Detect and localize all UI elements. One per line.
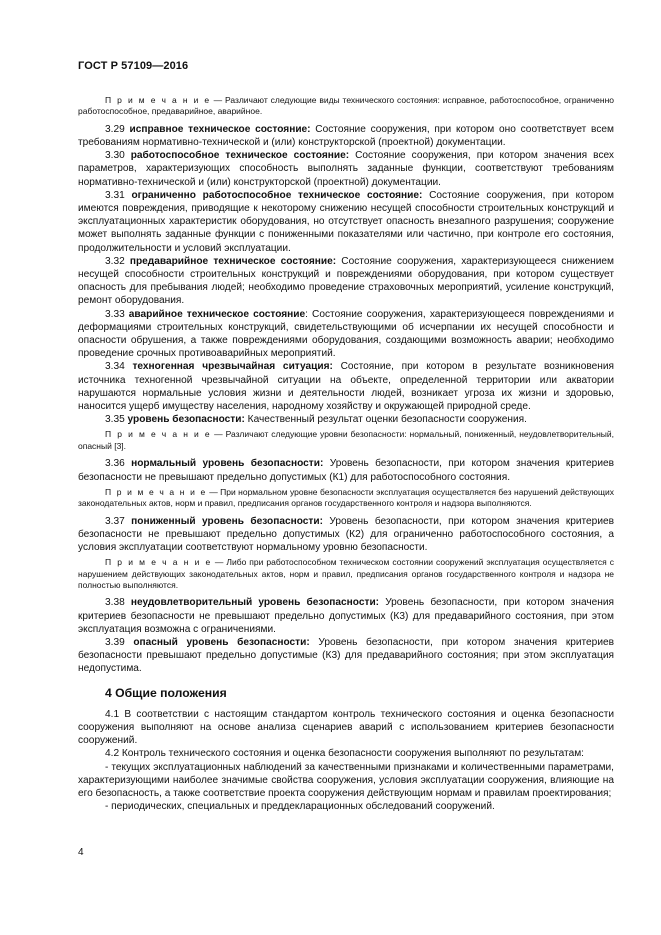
term-3-35: 3.35 уровень безопасности: Качественный результат оценки безопасности сооружения.	[105, 414, 527, 426]
term-3-37: 3.37 пониженный уровень безопасности: Уровень безопасности, при котором значения критериев безопасности не превышают предельно допустимых (К2) для ограниченно работоспособного состояния, а условия эксплуатации соответствуют нормальному уровню безопасности.	[78, 515, 614, 553]
note-technical-states: П р и м е ч а н и е — Различают следующие виды технического состояния: исправное, работоспособное, ограниченно работоспособное, предаварийное, аварийное.	[78, 95, 614, 117]
page-number: 4	[78, 847, 84, 858]
clause-4-1: 4.1 В соответствии с настоящим стандартом контроль технического состояния и оценка безопасности сооружения выполняют на основе анализа сценариев аварий с использованием критериев безопасности сооружений.	[78, 708, 614, 747]
term-3-29: 3.29 исправное техническое состояние: Состояние сооружения, при котором оно соответствует всем требованиям нормативно-технической и (или) конструкторской (проектной) документации.	[78, 123, 614, 149]
term-3-30: 3.30 работоспособное техническое состояние: Состояние сооружения, при котором значения всех параметров, характеризующих способность выполнять заданные функции, соответствуют требованиям нормативно-технической и (или) конструкторской (проектной) документации.	[78, 150, 614, 188]
note-safety-levels: П р и м е ч а н и е — Различают следующие уровни безопасности: нормальный, пониженный, неудовлетворительный, опасный [3].	[78, 429, 614, 451]
note-normal-level: П р и м е ч а н и е — При нормальном уровне безопасности эксплуатация осуществляется без нарушений действующих законодательных актов, норм и правил, предписания органов государственного контроля и надзора выполняются.	[78, 486, 614, 509]
term-3-36: 3.36 нормальный уровень безопасности: Уровень безопасности, при котором значения критериев безопасности не превышают предельно допустимых (К1) для работоспособного состояния.	[78, 458, 614, 483]
page-content	[78, 92, 614, 813]
term-3-38: 3.38 неудовлетворительный уровень безопасности: Уровень безопасности, при котором значения критериев безопасности не превышают предельно допустимых (К3) для предаварийного состояния, при этом эксплуатация возможна с ограничениями.	[78, 597, 615, 635]
term-3-33: 3.33 аварийное техническое состояние: Состояние сооружения, характеризующееся повреждениями и деформациями строительных конструкций, свидетельствующими об исчерпании их несущей способности и опасности обрушения, а также повреждениями оборудования, создающими возможность аварии; необходимо проведение срочных противоаварийных мероприятий.	[78, 308, 614, 360]
note-reduced-level: П р и м е ч а н и е — Либо при работоспособном техническом состоянии сооружений эксплуатация осуществляется с нарушением действующих законодательных актов, норм и правил, предписания органов государственного контроля и надзора не полностью выполняются.	[78, 557, 615, 590]
clause-4-2: 4.2 Контроль технического состояния и оценка безопасности сооружения выполняют по результатам:	[105, 748, 584, 760]
term-3-31: 3.31 ограниченно работоспособное техническое состояние: Состояние сооружения, при котором имеются повреждения, приводящие к некоторому снижению несущей способности строительных конструкций и эксплуатационных характеристик оборудования, но отсутствует опасность внезапного разрушения; сооружение может выполнять заданные функции с пониженными показателями или частично, при контроле его состояния, продолжительности и условий эксплуатации.	[78, 189, 614, 254]
document-header: ГОСТ Р 57109—2016	[78, 60, 189, 72]
term-3-39: 3.39 опасный уровень безопасности: Уровень безопасности, при котором значения критериев безопасности превышают предельно допустимые (К3) для предаварийного состояния; при этом эксплуатация недопустима.	[78, 636, 614, 675]
term-3-34: 3.34 техногенная чрезвычайная ситуация: Состояние, при котором в результате возникновения источника техногенной чрезвычайной ситуации на объекте, определенной территории или акватории нарушаются нормальные условия жизни и деятельности людей, возникает угроза их жизни и здоровью, наносится ущерб имуществу населения, народному хозяйству и окружающей природной среде.	[78, 361, 614, 413]
section-heading: 4 Общие положения	[105, 685, 227, 700]
term-3-32: 3.32 предаварийное техническое состояние: Состояние сооружения, характеризующееся снижением несущей способности строительных конструкций и повреждениями оборудования, при котором существует опасность для пребывания людей; необходимо проведение страховочных мероприятий, усиление конструкций, ремонт оборудования.	[78, 255, 614, 307]
list-item: - периодических, специальных и преддекларационных обследований сооружений.	[105, 801, 495, 813]
list-item: - текущих эксплуатационных наблюдений за качественными признаками и количественными параметрами, характеризующими наиболее значимые свойства сооружения, условия эксплуатации сооружения, влияющие на его безопасность, а также соответствие проекта сооружения действующим нормам и правилам проектирования;	[78, 761, 614, 799]
